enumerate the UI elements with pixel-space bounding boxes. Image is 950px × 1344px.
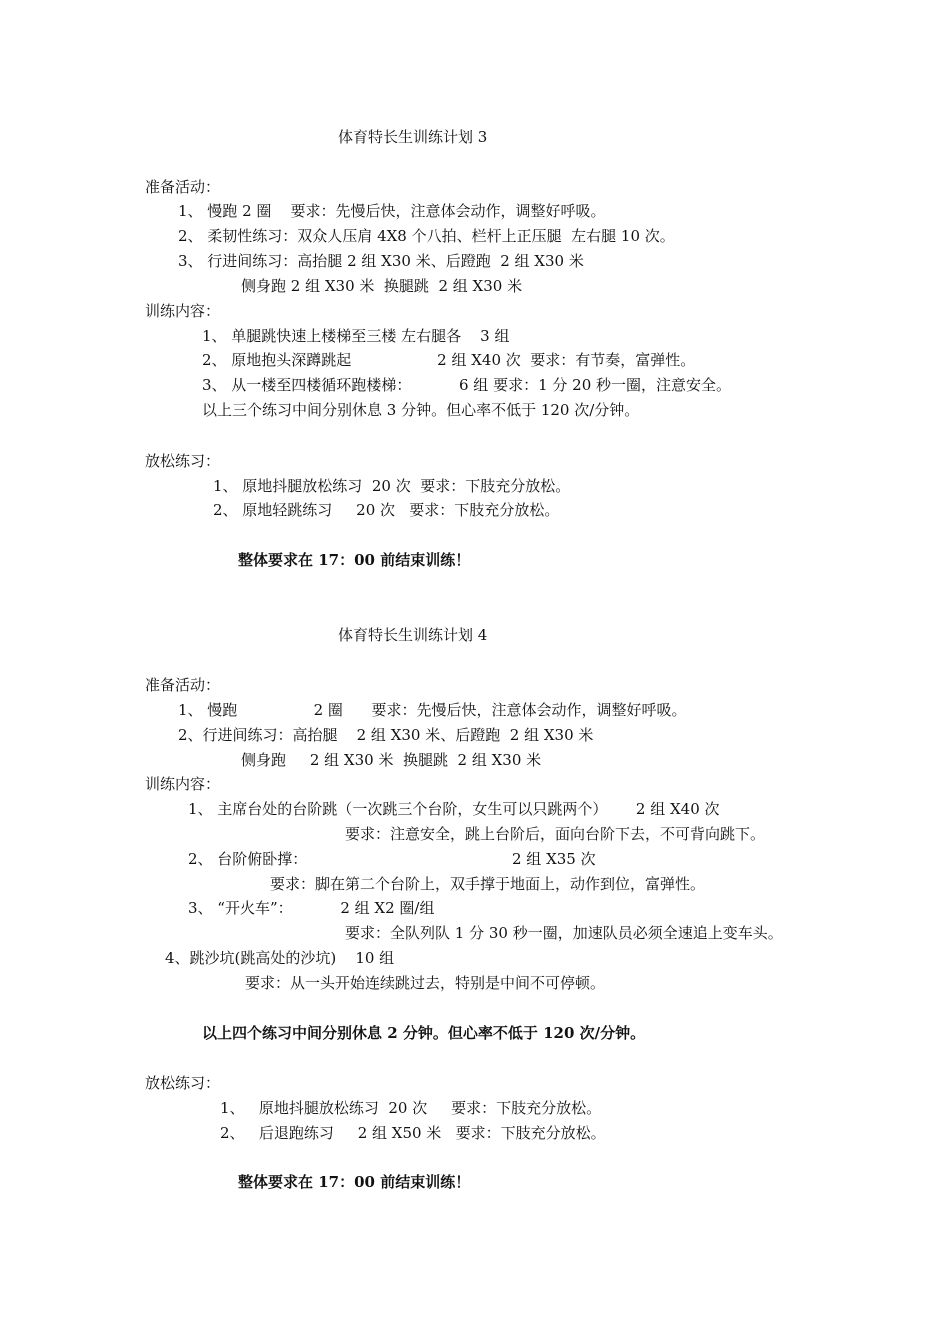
plan4-warmup-item: 侧身跑 2 组 X30 米 换腿跳 2 组 X30 米 [241, 751, 542, 769]
plan3-warmup-item: 3、 行进间练习：高抬腿 2 组 X30 米、后蹬跑 2 组 X30 米 [178, 252, 584, 270]
plan3-warmup-item: 1、 慢跑 2 圈 要求：先慢后快，注意体会动作，调整好呼吸。 [178, 202, 606, 220]
plan4-training-item: 1、 主席台处的台阶跳（一次跳三个台阶，女生可以只跳两个） 2 组 X40 次 [188, 800, 720, 818]
plan3-warmup-header: 准备活动： [145, 178, 221, 196]
plan3-warmup-item: 侧身跑 2 组 X30 米 换腿跳 2 组 X30 米 [241, 277, 523, 295]
plan3-overall-requirement: 整体要求在 17：00 前结束训练！ [238, 551, 471, 569]
plan4-warmup-header: 准备活动： [145, 676, 221, 694]
plan3-cooldown-header: 放松练习： [145, 452, 221, 470]
plan3-title: 体育特长生训练计划 3 [338, 128, 488, 146]
plan3-cooldown-item: 2、 原地轻跳练习 20 次 要求：下肢充分放松。 [213, 501, 560, 519]
plan4-training-requirement: 要求：全队列队 1 分 30 秒一圈，加速队员必须全速追上变车头。 [345, 924, 783, 942]
plan4-cooldown-item: 2、 后退跑练习 2 组 X50 米 要求：下肢充分放松。 [220, 1124, 606, 1142]
plan3-training-header: 训练内容： [145, 302, 221, 320]
plan4-training-header: 训练内容： [145, 775, 221, 793]
plan4-training-item: 3、 “开火车”： 2 组 X2 圈/组 [188, 899, 435, 917]
plan3-cooldown-item: 1、 原地抖腿放松练习 20 次 要求：下肢充分放松。 [213, 477, 571, 495]
plan4-training-item: 4、跳沙坑(跳高处的沙坑) 10 组 [165, 949, 395, 967]
plan4-training-sets: 2 组 X35 次 [512, 850, 596, 868]
plan3-training-note: 以上三个练习中间分别休息 3 分钟。但心率不低于 120 次/分钟。 [202, 401, 640, 419]
plan3-warmup-item: 2、 柔韧性练习：双众人压肩 4X8 个八拍、栏杆上正压腿 左右腿 10 次。 [178, 227, 675, 245]
plan4-overall-requirement: 整体要求在 17：00 前结束训练！ [238, 1173, 471, 1191]
plan4-training-item: 2、 台阶俯卧撑： [188, 850, 308, 868]
plan4-training-requirement: 要求：从一头开始连续跳过去，特别是中间不可停顿。 [245, 974, 606, 992]
plan3-training-item: 3、 从一楼至四楼循环跑楼梯： 6 组 要求：1 分 20 秒一圈，注意安全。 [202, 376, 732, 394]
plan4-training-requirement: 要求：脚在第二个台阶上，双手撑于地面上，动作到位，富弹性。 [270, 875, 706, 893]
plan4-cooldown-item: 1、 原地抖腿放松练习 20 次 要求：下肢充分放松。 [220, 1099, 602, 1117]
plan4-cooldown-header: 放松练习： [145, 1074, 221, 1092]
plan4-training-requirement: 要求：注意安全，跳上台阶后，面向台阶下去，不可背向跳下。 [345, 825, 766, 843]
plan4-warmup-item: 2、行进间练习：高抬腿 2 组 X30 米、后蹬跑 2 组 X30 米 [178, 726, 594, 744]
plan3-training-item: 2、 原地抱头深蹲跳起 2 组 X40 次 要求：有节奏，富弹性。 [202, 351, 696, 369]
plan4-rest-note: 以上四个练习中间分别休息 2 分钟。但心率不低于 120 次/分钟。 [202, 1024, 646, 1042]
plan4-title: 体育特长生训练计划 4 [338, 626, 488, 644]
plan3-training-item: 1、 单腿跳快速上楼梯至三楼 左右腿各 3 组 [202, 327, 510, 345]
plan4-warmup-item: 1、 慢跑 2 圈 要求：先慢后快，注意体会动作，调整好呼吸。 [178, 701, 687, 719]
